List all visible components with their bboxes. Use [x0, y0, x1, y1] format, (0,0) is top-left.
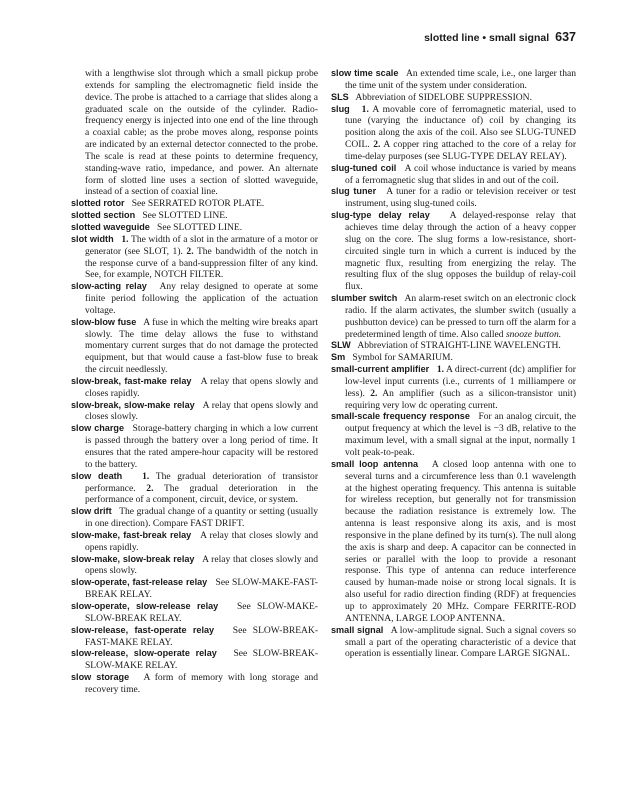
entry-slotted-waveguide: slotted waveguide See SLOTTED LINE.	[71, 221, 243, 233]
entry-term: slotted waveguide	[71, 221, 150, 232]
entry-slw: SLW Abbreviation of STRAIGHT-LINE WAVELENGTH.	[331, 340, 561, 352]
entry-small-current-amplifier: small-current amplifier 1. A direct-current (dc) amplifier for low-level input currents (i.e., currents of 1 milliampere or less). 2. An amplifier (such as a silicon-transistor unit) requiring very low dc operating current.	[331, 364, 576, 411]
entry-small-scale-frequency-response: small-scale frequency response For an analog circuit, the output frequency at which the level is −3 dB, relative to the maximum level, with a small signal at the input, normally 1 volt peak-to-peak.	[331, 411, 576, 458]
entry-slow-make-slow-break-relay: slow-make, slow-break relay A relay that closes slowly and opens slowly.	[71, 553, 318, 577]
entry-slow-death: slow death 1. The gradual deterioration of transistor performance. 2. The gradual deterioration in the performance of a component, circuit, device, or system.	[71, 470, 318, 506]
entry-slow-operate-fast-release-relay: slow-operate, fast-release relay See SLOW-MAKE-FAST-BREAK RELAY.	[71, 577, 318, 601]
entry-term: slow-operate, slow-release relay	[71, 600, 219, 611]
entry-term: slow drift	[71, 506, 112, 517]
entry-small-signal: small signal A low-amplitude signal. Such a signal covers so small a part of the operating characteristic of a device that operation is essentially linear. Compare LARGE SIGNAL.	[331, 624, 577, 660]
page-number: 637	[555, 30, 576, 44]
left-column	[71, 68, 318, 696]
entry-term: small signal	[331, 624, 384, 635]
entry-slug: slug 1. A movable core of ferromagnetic material, used to tune (varying the inductance of) coil by changing its position along the axis of the coil. Also see SLUG-TUNED COIL. 2. A copper ring attached to the core of a relay for time-delay purposes (see SLUG-TYPE DELAY RELAY).	[331, 103, 576, 162]
entry-slow-time-scale: slow time scale An extended time scale, i.e., one larger than the time unit of the system under consideration.	[331, 68, 576, 91]
entry-slotted-section: slotted section See SLOTTED LINE.	[71, 210, 228, 222]
entry-term: slow-break, fast-make relay	[71, 375, 192, 386]
entry-term: slow-break, slow-make relay	[71, 399, 195, 410]
entry-slow-break-slow-make-relay: slow-break, slow-make relay A relay that opens slowly and closes slowly.	[71, 399, 318, 423]
entry-slow-blow-fuse: slow-blow fuse A fuse in which the melting wire breaks apart slowly. The time delay allows the fuse to withstand momentary current surges that do not damage the protected equipment, but that would cause a fast-blow fuse to break the circuit needlessly.	[71, 316, 318, 376]
entry-slow-storage: slow storage A form of memory with long storage and recovery time.	[71, 672, 318, 695]
entry-slumber-switch: slumber switch An alarm-reset switch on an electronic clock radio. If the alarm activates, the slumber switch (usually a pushbutton device) can be pressed to turn off the alarm for a predetermined length of time. Also called snooze button.	[331, 293, 577, 340]
entry-sls: SLS Abbreviation of SIDELOBE SUPPRESSION.	[331, 91, 532, 103]
entry-term: slug-tuned coil	[331, 162, 397, 173]
entry-term: slow storage	[71, 672, 130, 683]
entry-term: slow-release, fast-operate relay	[71, 624, 215, 635]
entry-slow-release-slow-operate-relay: slow-release, slow-operate relay See SLOW-BREAK-SLOW-MAKE RELAY.	[71, 648, 318, 672]
entry-term: slumber switch	[331, 293, 398, 304]
entry-term: slug-type delay relay	[331, 210, 430, 221]
entry-term: SLS	[331, 91, 349, 102]
entry-slow-drift: slow drift The gradual change of a quantity or setting (usually in one direction). Compare FAST DRIFT.	[71, 506, 318, 530]
entry-slow-release-fast-operate-relay: slow-release, fast-operate relay See SLOW-BREAK-FAST-MAKE RELAY.	[71, 624, 318, 648]
entry-slow-acting-relay: slow-acting relay Any relay designed to operate at some finite period following the application of the actuation voltage.	[71, 281, 318, 316]
entry-term: Sm	[331, 352, 346, 363]
entry-sm: Sm Symbol for SAMARIUM.	[331, 352, 453, 364]
entry-term: slot width	[71, 233, 114, 244]
entry-term: small-scale frequency response	[331, 411, 470, 422]
entry-slow-charge: slow charge Storage-battery charging in which a low current is passed through the battery over a long period of time. It ensures that the rated ampere-hour capacity will be restored to the battery.	[71, 423, 318, 470]
entry-term: small-current amplifier	[331, 364, 430, 375]
entry-slug-tuner: slug tuner A tuner for a radio or television receiver or test instrument, using slug-tuned coils.	[331, 186, 576, 210]
entry-term: slow-make, fast-break relay	[71, 529, 192, 540]
entry-term: slow time scale	[331, 68, 399, 78]
entry-slot-width: slot width 1. The width of a slot in the armature of a motor or generator (see SLOT, 1). 2. The bandwidth of the notch in the response curve of a band-suppression filter of any kind. See, for example, NOTCH FILTER.	[71, 233, 318, 281]
entry-slow-operate-slow-release-relay: slow-operate, slow-release relay See SLOW-MAKE-SLOW-BREAK RELAY.	[71, 600, 318, 624]
entry-term: slow-operate, fast-release relay	[71, 577, 208, 588]
entry-term: slotted rotor	[71, 198, 125, 209]
entry-term: slug	[331, 103, 350, 114]
entry-slug-tuned-coil: slug-tuned coil A coil whose inductance is varied by means of a ferromagnetic slug that slides in and out of the coil.	[331, 162, 576, 186]
entry-term: slow-acting relay	[71, 281, 147, 292]
entry-slug-type-delay-relay: slug-type delay relay A delayed-response relay that achieves time delay through the action of a heavy copper slug on the core. The slug forms a low-resistance, short-circuited single turn in which a current is induced by the magnetic flux, resulting from energizing the relay. The resulting flux of the slug opposes the buildup of relay-coil flux.	[331, 210, 576, 293]
entry-slotted-line-continued: with a lengthwise slot through which a small pickup probe extends for sampling the electromagnetic field inside the device. The probe is attached to a carriage that slides along a graduated scale on the outside of the cylinder. Radio-frequency energy is injected into one end of the line through a coaxial cable; as the probe moves along, response points are indicated by an external detector connected to the probe. The scale is read at these points to determine frequency, standing-wave ratio, impedance, and power. An alternate form of slotted line uses a section of slotted waveguide, instead of a section of coaxial line.	[85, 68, 318, 198]
entry-term: slow-blow fuse	[71, 316, 137, 327]
entry-slow-make-fast-break-relay: slow-make, fast-break relay A relay that closes slowly and opens rapidly.	[71, 529, 318, 553]
entry-term: slow death	[71, 470, 123, 481]
entry-term: slow-release, slow-operate relay	[71, 648, 217, 659]
entry-term: slug tuner	[331, 186, 377, 197]
entry-term: slow-make, slow-break relay	[71, 553, 195, 564]
right-column	[331, 68, 576, 660]
entry-small-loop-antenna: small loop antenna A closed loop antenna with one to several turns and a circumference less than 0.1 wavelength at the highest operating frequency. This antenna is suitable for wireless reception, but generally not for transmission because the radiation resistance is extremely low. The antenna is least responsive along its axis, and is most responsive in the plane defined by its turn(s). The null along the axis is sharp and deep. A capacitor can be connected in series or parallel with the loop to provide a resonant response. This type of antenna can reduce interference caused by human-made noise or strong local signals. It is also useful for radio direction finding (RDF) at frequencies up to approximately 20 MHz. Compare FERRITE-ROD ANTENNA, LARGE LOOP ANTENNA.	[331, 458, 576, 624]
entry-term: SLW	[331, 340, 351, 351]
entry-term: slotted section	[71, 210, 136, 221]
entry-term: slow charge	[71, 423, 125, 434]
running-title: slotted line • small signal	[424, 32, 550, 44]
running-header	[424, 30, 576, 44]
entry-slotted-rotor: slotted rotor See SERRATED ROTOR PLATE.	[71, 198, 265, 210]
entry-term: small loop antenna	[331, 458, 419, 469]
entry-slow-break-fast-make-relay: slow-break, fast-make relay A relay that opens slowly and closes rapidly.	[71, 375, 318, 399]
